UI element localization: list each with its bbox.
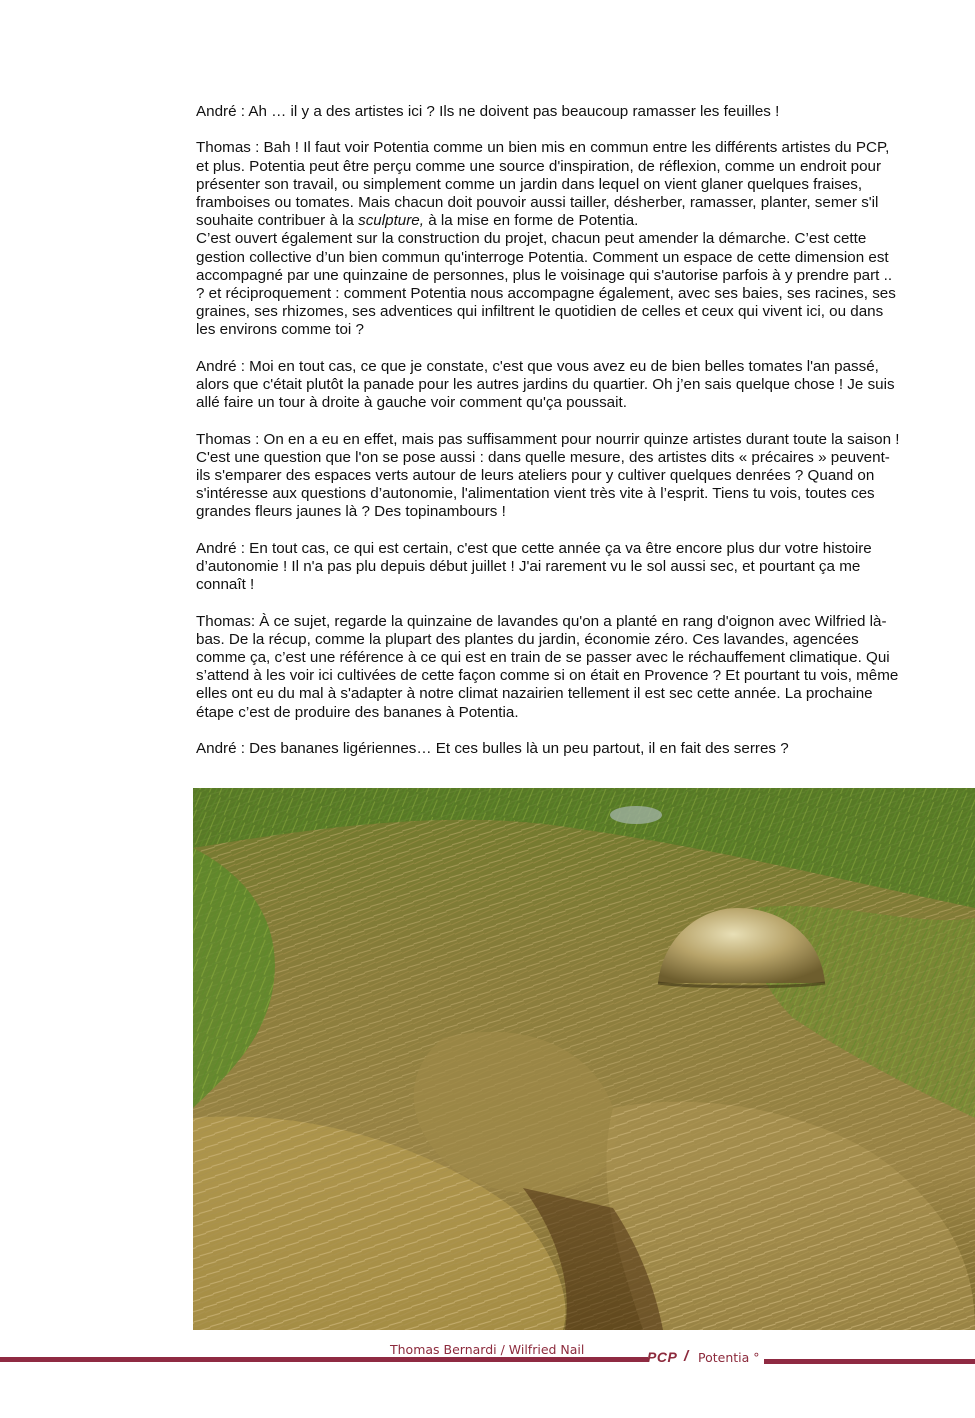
- dialogue-text: Thomas : Bah ! Il faut voir Potentia comme un bien mis en commun entre les différents artistes du PCP, et plus. Potentia peut être perçu comme une source d'inspiration, de réflexion, comme un endroit pour présenter son travail, ou simplement comme un jardin dans lequel on vient glaner quelques fraises, framboises ou tomates. Mais chacun doit pouvoir aussi tailler, désherber, ramasser, planter, semer s'il souhaite contribuer à la: [196, 139, 890, 230]
- dialogue-text: à la mise en forme de Potentia.: [423, 212, 639, 230]
- dialogue-line-andre-1: André : Ah … il y a des artistes ici ? Ils ne doivent pas beaucoup ramasser les feuilles !: [196, 103, 780, 120]
- dialogue-line-thomas-3: Thomas: À ce sujet, regarde la quinzaine de lavandes qu'on a planté en rang d'oignon avec Wilfried là-bas. De la récup, comme la plupart des plantes du jardin, économie zéro. Ces lavandes, agencées comme ça, c’est une référence à ce qui est en train de se passer avec le réchauffement climatique. Qui s’attend à les voir ici cultivées de cette façon comme si on était en Provence ? Et pourtant tu vois, même elles ont eu du mal à s'adapter à notre climat nazairien tellement il est sec cette année. La prochaine étape c’est de produire des bananes à Potentia.: [196, 612, 899, 721]
- grass-dome-illustration: [193, 788, 975, 1330]
- footer-separator: /: [684, 1348, 689, 1365]
- dialogue-line-andre-4: André : Des bananes ligériennes… Et ces bulles là un peu partout, il en fait des serres ?: [196, 740, 789, 758]
- article-text: [196, 103, 901, 776]
- footer-rule-right: [764, 1359, 975, 1364]
- publisher-logo: PCP: [647, 1349, 678, 1365]
- dialogue-line-thomas-2: Thomas : On en a eu en effet, mais pas suffisamment pour nourrir quinze artistes durant toute la saison ! C'est une question que l'on se pose aussi : dans quelle mesure, des artistes dits « précaires » peuvent-ils s'emparer des espaces verts autour de leurs ateliers pour y cultiver quelques denrées ? Quand on s'intéresse aux questions d’autonomie, l'alimentation vient très vite à l’esprit. Tiens tu vois, toutes ces grandes fleurs jaunes là ? Des topinambours !: [196, 430, 900, 521]
- dialogue-line-andre-3: André : En tout cas, ce qui est certain, c'est que cette année ça va être encore plus dur votre histoire d’autonomie ! Il n'a pas plu depuis début juillet ! J'ai rarement vu le sol aussi sec, et pourtant ça me connaît !: [196, 539, 872, 594]
- footer-rule-left: [0, 1357, 648, 1362]
- photo-credit: Thomas Bernardi / Wilfried Nail: [390, 1342, 585, 1357]
- publication-name: Potentia °: [698, 1350, 760, 1365]
- garden-photo: [193, 788, 975, 1330]
- dialogue-line-thomas-1: [196, 139, 901, 230]
- dialogue-emphasis: sculpture,: [358, 212, 424, 230]
- dialogue-line-andre-2: André : Moi en tout cas, ce que je constate, c'est que vous avez eu de bien belles tomates l'an passé, alors que c'était plutôt la panade pour les autres jardins du quartier. Oh j’en sais quelque chose ! Je suis allé faire un tour à droite à gauche voir comment qu'ça poussait.: [196, 357, 895, 412]
- dialogue-line-thomas-1-cont: C’est ouvert également sur la construction du projet, chacun peut amender la démarche. C’est cette gestion collective d’un bien commun qu'interroge Potentia. Comment un espace de cette dimension est accompagné par une quinzaine de personnes, plus le voisinage qui s'autorise parfois à y prendre part .. ? et réciproquement : comment Potentia nous accompagne également, avec ses baies, ses racines, ses graines, ses rhizomes, ses adventices qui infiltrent le quotidien de celles et ceux qui vivent ici, ou dans les environs comme toi ?: [196, 230, 896, 339]
